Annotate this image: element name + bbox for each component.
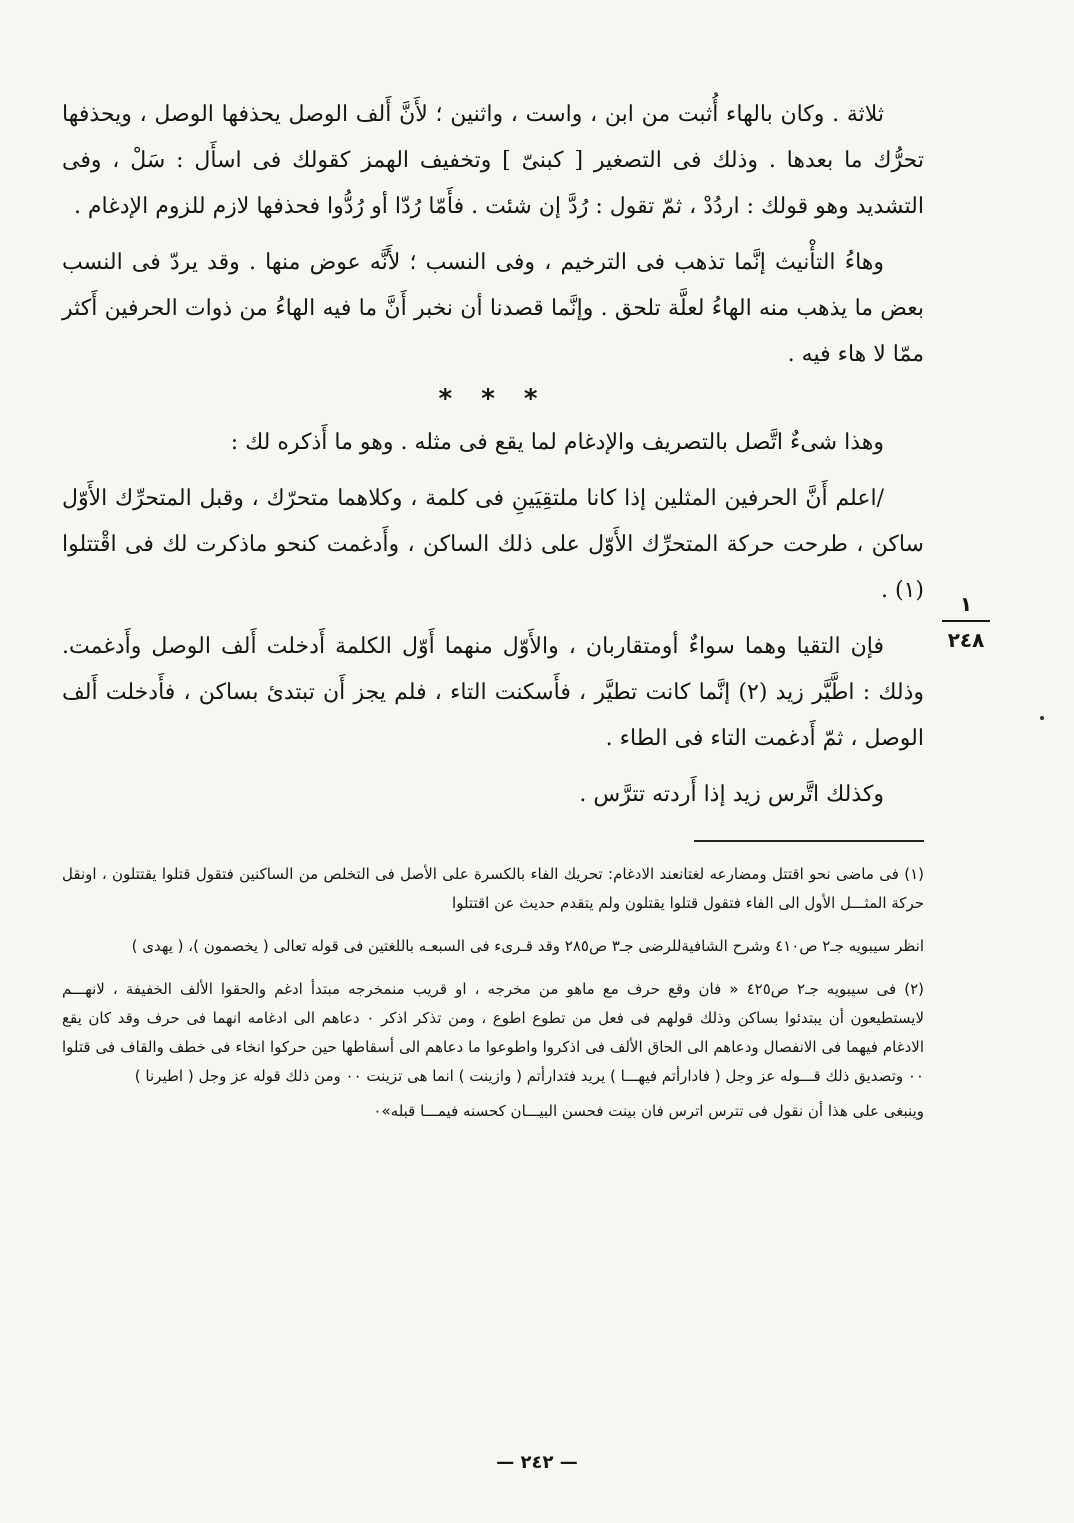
- footnotes: [62, 860, 924, 1126]
- page-body: [62, 92, 924, 1140]
- footnote: انظر سيبويه جـ٢ ص٤١٠ وشرح الشافيةللرضى جـ٣ ص٢٨٥ وقد قـرىء فى السبعـه باللغتين فى قوله تعالى ( يخصمون )، ( يهدى ): [131, 937, 924, 955]
- margin-reference-number: ١: [942, 592, 990, 622]
- body-paragraph: وهاءُ التأْنيث إنَّما تذهب فى الترخيم ، وفى النسب ؛ لأَنَّه عوض منها . وقد يردّ فى النسب بعض ما يذهب منه الهاءُ لعلَّة تلحق . وإنَّما قصدنا أن نخبر أَنَّ ما فيه الهاءُ من ذوات الحرفين أَكثر ممّا لا هاء فيه .: [62, 250, 924, 367]
- footnote: (٢) فى سيبويه جـ٢ ص٤٢٥ « فان وقع حرف مع ماهو من مخرجه ، او قريب منمخرجه مبتدأ ادغم والحقوا الألف الخفيفة ، لانهـــم لايستطيعون أن يبتدئوا بساكن وذلك قولهم فى فعل من تطوع اطوع ، ومن تذكر اذكر ٠ دعاهم الى ادغامه انهما فى حرف وقد كان يقع الادغام فيهما فى الانفصال ودعاهم الى الحاق الألف فى اذكروا واطوعوا ما دعاهم الى أسقاطها حين حركوا انخاء فى خطف والقاف فى قتلوا ٠٠ وتصديق ذلك قـــوله عز وجل ( فادارأتم فيهـــا ) يريد فتدارأتم ( وازينت ) انما هى تزينت ٠٠ ومن ذلك قوله عز وجل ( اطيرنا ): [62, 980, 924, 1085]
- margin-reference: [942, 592, 990, 652]
- scan-speck: [1040, 716, 1044, 720]
- section-separator: * * *: [438, 384, 548, 414]
- margin-reference-page: ٢٤٨: [947, 628, 985, 652]
- body-paragraph: ثلاثة . وكان بالهاء أُثبت من ابن ، واست ، واثنين ؛ لأَنَّ أَلف الوصل يحذفها الوصل ، ويحذفها تحرُّك ما بعدها . وذلك فى التصغير [ كبنىّ ] وتخفيف الهمز كقولك فى اسأَل : سَلْ ، وفى التشديد وهو قولك : اردُدْ ، ثمّ تقول : رُدَّ إن شئت . فأَمّا رُدّا أو رُدُّوا فحذفها لازم للزوم الإدغام .: [62, 102, 924, 219]
- footnote-divider: [694, 840, 924, 842]
- footnote: (١) فى ماضى نحو اقتتل ومضارعه لغتانعند الادغام: تحريك الفاء بالكسرة على الأصل فى التخلص من الساكنين فتقول قتلوا يقتتلون ، اونقل حركة المثـــل الأول الى الفاء فتقول قتلوا يقتلون ولم يتقدم حديث عن اقتتلوا: [62, 865, 924, 912]
- page-number: — ٢٤٢ —: [496, 1452, 578, 1473]
- body-paragraph: وكذلك اتَّرس زيد إذا أَردته تترَّس .: [579, 782, 884, 807]
- footnote: وينبغى على هذا أن نقول فى تترس اترس فان بينت فحسن البيـــان كحسنه فيمـــا قبله»٠: [373, 1102, 924, 1120]
- body-paragraph: وهذا شىءٌ اتَّصل بالتصريف والإدغام لما يقع فى مثله . وهو ما أَذكره لك :: [230, 430, 884, 455]
- body-paragraph: /اعلم أَنَّ الحرفين المثلين إذا كانا ملتقِيَينِ فى كلمة ، وكلاهما متحرّك ، وقبل المتحرِّك الأَوّل ساكن ، طرحت حركة المتحرِّك الأَوّل على ذلك الساكن ، وأَدغمت كنحو ماذكرت لك فى اقْتتلوا (١) .: [62, 486, 924, 603]
- body-paragraph: فإن التقيا وهما سواءٌ أومتقاربان ، والأَوّل منهما أَوّل الكلمة أَدخلت أَلف الوصل وأَدغمت. وذلك : اطَّيَّر زيد (٢) إنَّما كانت تطيَّر ، فأَسكنت التاء ، فلم يجز أَن تبتدئ بساكن ، فأَدخلت أَلف الوصل ، ثمّ أَدغمت التاء فى الطاء .: [62, 634, 924, 751]
